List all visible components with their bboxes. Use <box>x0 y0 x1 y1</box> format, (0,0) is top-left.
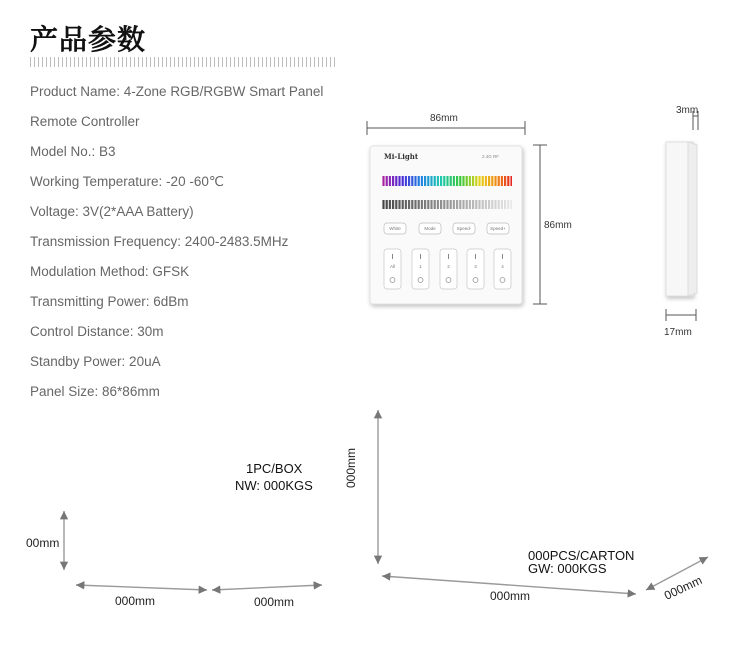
mode-button-speed-minus: Speed- <box>456 226 472 231</box>
carton-depth-label: 000mm <box>662 573 705 603</box>
zone-label-all: All <box>389 264 395 269</box>
box-width-label: 000mm <box>254 595 295 609</box>
side-thickness-label: 3mm <box>676 105 699 116</box>
spec-control-distance: Control Distance: 30m <box>30 324 164 339</box>
spec-product-name: Product Name: 4-Zone RGB/RGBW Smart Panel <box>30 84 324 99</box>
zone-label-3: 3 <box>474 264 477 269</box>
spec-modulation-method: Modulation Method: GFSK <box>30 264 190 279</box>
mode-button-white: White <box>389 226 401 231</box>
panel-width-label: 86mm <box>430 113 458 124</box>
spec-model-no: Model No.: B3 <box>30 144 116 159</box>
spec-product-name-cont: Remote Controller <box>30 114 140 129</box>
page-title: 产品参数 <box>30 23 147 56</box>
panel-front-illustration <box>360 108 590 318</box>
packaging-dimension-lines <box>0 400 747 656</box>
zone-label-4: 4 <box>501 264 504 269</box>
carton-quantity: 000PCS/CARTON <box>528 548 635 563</box>
box-length-label: 000mm <box>115 594 156 608</box>
spec-standby-power: Standby Power: 20uA <box>30 354 161 369</box>
zone-label-1: 1 <box>419 264 422 269</box>
side-depth-label: 17mm <box>664 327 692 338</box>
spec-voltage: Voltage: 3V(2*AAA Battery) <box>30 204 194 219</box>
zone-label-2: 2 <box>447 264 450 269</box>
panel-height-label: 86mm <box>544 220 572 231</box>
box-net-weight: NW: 000KGS <box>235 478 313 493</box>
title-underline-ruler <box>30 57 335 67</box>
box-height-label: 00mm <box>26 536 60 550</box>
mode-button-speed-plus: Speed+ <box>490 226 506 231</box>
rf-badge: 2.4G RF <box>482 154 500 159</box>
mode-button-mode: Mode <box>424 226 436 231</box>
panel-side-illustration <box>650 100 710 340</box>
carton-height-label: 000mm <box>344 447 358 488</box>
carton-gross-weight: GW: 000KGS <box>528 561 607 576</box>
carton-length-label: 000mm <box>490 589 531 603</box>
spec-transmitting-power: Transmitting Power: 6dBm <box>30 294 189 309</box>
box-quantity: 1PC/BOX <box>246 461 303 476</box>
spec-panel-size: Panel Size: 86*86mm <box>30 384 160 399</box>
spec-transmission-frequency: Transmission Frequency: 2400-2483.5MHz <box>30 234 289 249</box>
spec-working-temperature: Working Temperature: -20 -60℃ <box>30 174 224 189</box>
brand-logo: Mi-Light <box>384 152 419 161</box>
